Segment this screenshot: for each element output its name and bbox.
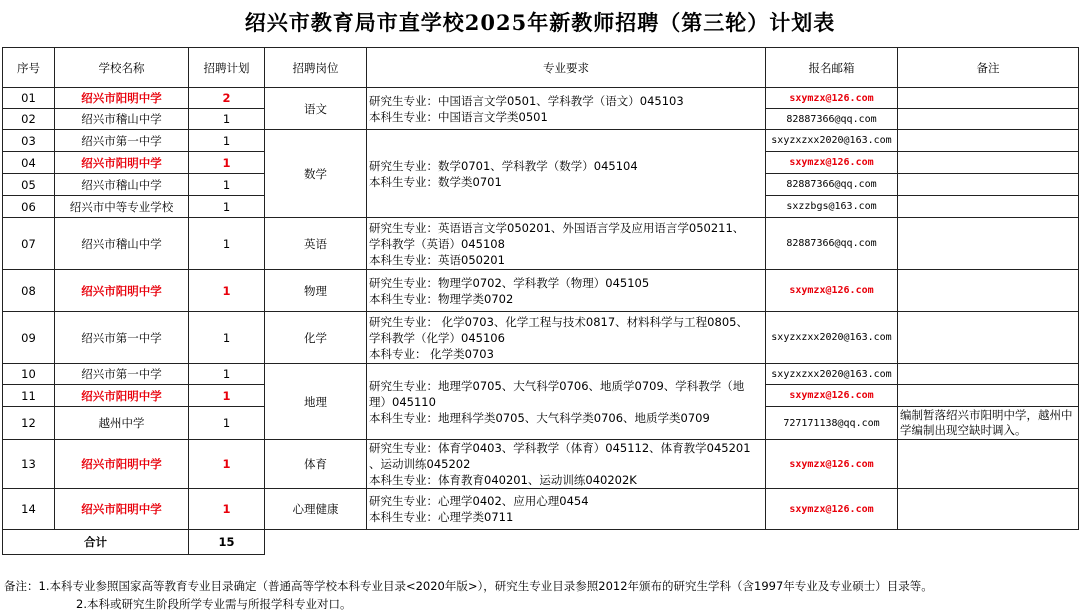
header-post: 招聘岗位: [265, 48, 367, 88]
school-name: 绍兴市第一中学: [55, 312, 189, 364]
email-cell: sxyzxzxx2020@163.com: [766, 130, 898, 152]
email-cell: sxymzx@126.com: [766, 385, 898, 407]
note-cell: [898, 364, 1079, 385]
school-name: 绍兴市第一中学: [55, 130, 189, 152]
plan-count: 1: [189, 312, 265, 364]
req-line: 本科专业： 化学类0703: [369, 346, 494, 361]
row-no: 07: [3, 218, 55, 270]
email-cell: sxymzx@126.com: [766, 152, 898, 174]
req-line: 本科生专业：数学类0701: [369, 174, 502, 189]
plan-count: 1: [189, 152, 265, 174]
post-english: 英语: [265, 218, 367, 270]
email-cell: sxymzx@126.com: [766, 489, 898, 530]
note-cell: [898, 88, 1079, 109]
note-cell: 编制暂落绍兴市阳明中学，越州中学编制出现空缺时调入。: [898, 407, 1079, 440]
req-geography: [367, 364, 766, 440]
plan-count: 1: [189, 130, 265, 152]
header-row: [3, 48, 1079, 88]
post-math: 数学: [265, 130, 367, 218]
plan-count: 1: [189, 196, 265, 218]
req-math: [367, 130, 766, 218]
note-cell: [898, 196, 1079, 218]
header-school: 学校名称: [55, 48, 189, 88]
email-cell: sxymzx@126.com: [766, 88, 898, 109]
plan-count: 1: [189, 174, 265, 196]
plan-count: 1: [189, 270, 265, 312]
row-no: 10: [3, 364, 55, 385]
post-chinese: 语文: [265, 88, 367, 130]
req-pe: [367, 440, 766, 489]
row-no: 06: [3, 196, 55, 218]
req-line: 本科生专业：英语050201: [369, 252, 505, 267]
school-name: 绍兴市阳明中学: [55, 270, 189, 312]
total-value: 15: [189, 530, 265, 555]
page-title: 绍兴市教育局市直学校2025年新教师招聘（第三轮）计划表: [244, 10, 836, 35]
post-psych: 心理健康: [265, 489, 367, 530]
post-chemistry: 化学: [265, 312, 367, 364]
school-name: 绍兴市中等专业学校: [55, 196, 189, 218]
req-chinese: [367, 88, 766, 130]
recruitment-plan-table: [2, 47, 1079, 555]
email-cell: sxymzx@126.com: [766, 270, 898, 312]
email-cell: sxyzxzxx2020@163.com: [766, 364, 898, 385]
note-cell: [898, 270, 1079, 312]
row-no: 09: [3, 312, 55, 364]
email-cell: sxyzxzxx2020@163.com: [766, 312, 898, 364]
row-no: 11: [3, 385, 55, 407]
note-cell: [898, 440, 1079, 489]
email-cell: sxzzbgs@163.com: [766, 196, 898, 218]
table-row: [3, 130, 1079, 152]
req-line: 研究生专业：中国语言文学0501、学科教学（语文）045103: [369, 93, 684, 108]
school-name: 绍兴市稽山中学: [55, 174, 189, 196]
post-pe: 体育: [265, 440, 367, 489]
req-line: 本科生专业：心理学类0711: [369, 510, 514, 524]
school-name: 绍兴市第一中学: [55, 364, 189, 385]
req-chemistry: [367, 312, 766, 364]
row-no: 12: [3, 407, 55, 440]
note-cell: [898, 109, 1079, 130]
email-cell: 82887366@qq.com: [766, 218, 898, 270]
footnote-2: 2.本科或研究生阶段所学专业需与所报学科专业对口。: [76, 597, 352, 611]
school-name: 越州中学: [55, 407, 189, 440]
email-cell: 82887366@qq.com: [766, 174, 898, 196]
req-physics: [367, 270, 766, 312]
plan-count: 1: [189, 218, 265, 270]
req-line: 研究生专业：数学0701、学科教学（数学）045104: [369, 158, 638, 173]
table-row: [3, 489, 1079, 530]
row-no: 08: [3, 270, 55, 312]
req-line: 本科生专业：中国语言文学类0501: [369, 109, 548, 124]
row-no: 02: [3, 109, 55, 130]
row-no: 01: [3, 88, 55, 109]
req-line: 研究生专业：物理学0702、学科教学（物理）045105: [369, 275, 650, 290]
req-english: [367, 218, 766, 270]
req-line: 学科教学（化学）045106: [369, 330, 505, 345]
table-row: [3, 88, 1079, 109]
school-name: 绍兴市稽山中学: [55, 109, 189, 130]
plan-count: 2: [189, 88, 265, 109]
plan-count: 1: [189, 407, 265, 440]
school-name: 绍兴市阳明中学: [55, 152, 189, 174]
req-line: 本科生专业：体育教育040201、运动训练040202K: [369, 473, 637, 487]
header-note: 备注: [898, 48, 1079, 88]
header-no: 序号: [3, 48, 55, 88]
header-plan: 招聘计划: [189, 48, 265, 88]
school-name: 绍兴市阳明中学: [55, 385, 189, 407]
plan-count: 1: [189, 385, 265, 407]
school-name: 绍兴市阳明中学: [55, 440, 189, 489]
req-line: 研究生专业：英语语言文学050201、外国语言学及应用语言学050211、: [369, 220, 745, 235]
post-physics: 物理: [265, 270, 367, 312]
req-line: 、运动训练045202: [369, 457, 471, 471]
total-blank: [265, 530, 1079, 555]
note-cell: [898, 489, 1079, 530]
total-row: [3, 530, 1079, 555]
req-line: 研究生专业：心理学0402、应用心理0454: [369, 494, 589, 508]
req-line: 本科生专业：地理科学类0705、大气科学类0706、地质学类0709: [369, 410, 710, 425]
email-cell: sxymzx@126.com: [766, 440, 898, 489]
header-requirements: 专业要求: [367, 48, 766, 88]
total-label: 合计: [3, 530, 189, 555]
school-name: 绍兴市阳明中学: [55, 489, 189, 530]
table-row: [3, 218, 1079, 270]
row-no: 14: [3, 489, 55, 530]
note-cell: [898, 130, 1079, 152]
school-name: 绍兴市稽山中学: [55, 218, 189, 270]
header-email: 报名邮箱: [766, 48, 898, 88]
req-line: 学科教学（英语）045108: [369, 236, 505, 251]
row-no: 03: [3, 130, 55, 152]
school-name: 绍兴市阳明中学: [55, 88, 189, 109]
email-cell: 727171138@qq.com: [766, 407, 898, 440]
note-cell: [898, 312, 1079, 364]
note-cell: [898, 218, 1079, 270]
table-row: [3, 312, 1079, 364]
note-cell: [898, 174, 1079, 196]
note-cell: [898, 385, 1079, 407]
row-no: 04: [3, 152, 55, 174]
req-line: 研究生专业：体育学0403、学科教学（体育）045112、体育教学045201: [369, 441, 751, 455]
row-no: 05: [3, 174, 55, 196]
req-line: 理）045110: [369, 394, 436, 409]
table-row: [3, 440, 1079, 489]
req-psych: [367, 489, 766, 530]
plan-count: 1: [189, 440, 265, 489]
post-geography: 地理: [265, 364, 367, 440]
req-line: 本科生专业：物理学类0702: [369, 291, 514, 306]
req-line: 研究生专业： 化学0703、化学工程与技术0817、材料科学与工程0805、: [369, 314, 748, 329]
table-row: [3, 270, 1079, 312]
email-cell: 82887366@qq.com: [766, 109, 898, 130]
row-no: 13: [3, 440, 55, 489]
plan-count: 1: [189, 109, 265, 130]
table-row: [3, 364, 1079, 385]
note-cell: [898, 152, 1079, 174]
footnote-1: 备注：1.本科专业参照国家高等教育专业目录确定（普通高等学校本科专业目录<2020年版>），研究生专业目录参照2012年颁布的研究生学科（含1997年专业及专业硕士）目录等。: [4, 579, 933, 593]
req-line: 研究生专业：地理学0705、大气科学0706、地质学0709、学科教学（地: [369, 378, 745, 393]
plan-count: 1: [189, 364, 265, 385]
plan-count: 1: [189, 489, 265, 530]
